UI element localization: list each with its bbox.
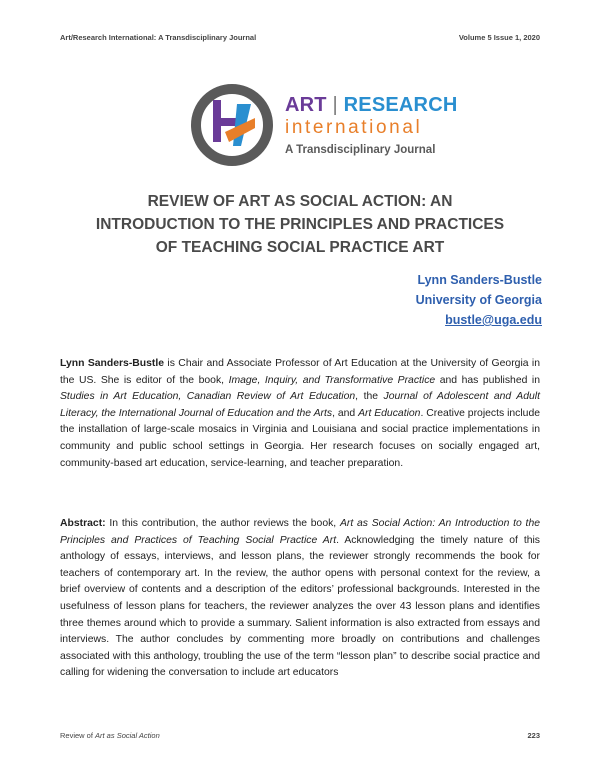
- journal-logo: [189, 82, 458, 168]
- bio-text: , the: [355, 391, 384, 403]
- abstract-book-title: Art as Social Action: An Introduction to the Principles and Practices of Teaching Social Practice Art: [60, 518, 540, 546]
- journal-name-header: Art/Research International: A Transdisciplinary Journal: [60, 33, 257, 42]
- page-number: 223: [527, 731, 540, 740]
- bio-journal-titles: Studies in Art Education, Canadian Review of Art Education: [60, 391, 356, 403]
- bio-text: , and: [332, 407, 359, 419]
- title-line-1: REVIEW OF ART AS SOCIAL ACTION: AN: [147, 193, 453, 210]
- bio-journal-titles: Journal of Adolescent and Adult Literacy, the International Journal of Education and the Arts: [60, 391, 540, 419]
- title-line-3: OF TEACHING SOCIAL PRACTICE ART: [155, 239, 445, 256]
- page-footer: [60, 731, 540, 743]
- bio-text: is Chair and Associate Professor of Art Education at the University of Georgia in the US. She is editor of the book,: [60, 358, 540, 386]
- bio-book-title: Image, Inquiry, and Transformative Practice: [228, 374, 436, 386]
- article-title: [60, 190, 540, 259]
- logo-word-research: RESEARCH: [343, 94, 458, 116]
- logo-tagline: A Transdisciplinary Journal: [285, 144, 436, 156]
- abstract-text: In this contribution, the author reviews the book,: [105, 518, 340, 529]
- logo-separator: |: [326, 94, 344, 116]
- logo-word-art: ART: [285, 94, 327, 116]
- title-line-2: INTRODUCTION TO THE PRINCIPLES AND PRACTICES: [95, 216, 505, 233]
- journal-logo-text: [285, 94, 458, 157]
- journal-logo-mark-icon: [189, 82, 275, 168]
- bio-author-name: Lynn Sanders-Bustle: [60, 358, 165, 369]
- logo-wordmark: [285, 94, 458, 116]
- author-email-link[interactable]: bustle@uga.edu: [445, 313, 542, 327]
- abstract: [60, 516, 540, 682]
- author-bio: [60, 356, 540, 472]
- logo-word-international: international: [285, 117, 423, 138]
- author-block: [416, 270, 542, 330]
- author-affiliation: University of Georgia: [415, 293, 542, 307]
- volume-issue-header: Volume 5 Issue 1, 2020: [458, 33, 540, 42]
- footer-running-title: [60, 731, 160, 740]
- author-name: Lynn Sanders-Bustle: [417, 273, 542, 287]
- abstract-label: Abstract:: [60, 518, 106, 529]
- bio-text: and has published in: [435, 374, 540, 386]
- footer-title-italic: Art as Social Action: [95, 731, 160, 740]
- bio-journal-title: Art Education: [358, 407, 421, 419]
- footer-title-prefix: Review of: [60, 731, 96, 740]
- bio-text: . Creative projects include the installation of large-scale mosaics in Virginia and Louisiana and social practice implementations in community and public school settings in Georgia. Her research focuses on socially engaged art, community-based art education, service-learning, and teacher preparation.: [60, 407, 541, 469]
- running-header: [60, 33, 540, 45]
- abstract-text: . Acknowledging the timely nature of this anthology of essays, interviews, and lesson plans, the reviewer strongly recommends the book for teachers of contemporary art. In the review, the author opens with personal context for the review, a brief overview of contents and a description of the editors’ professional backgrounds. Interested in the usefulness of lesson plans for teachers, the reviewer analyzes the over 43 lesson plans and identifies three themes around which to provide a summary. Salient information is also extracted from essays and interviews. The author concludes by commenting more broadly on contributions and challenges associated with this anthology, troubling the use of the term “lesson plan” to describe social practice and calling for widening the conversation to include art educators: [60, 534, 541, 679]
